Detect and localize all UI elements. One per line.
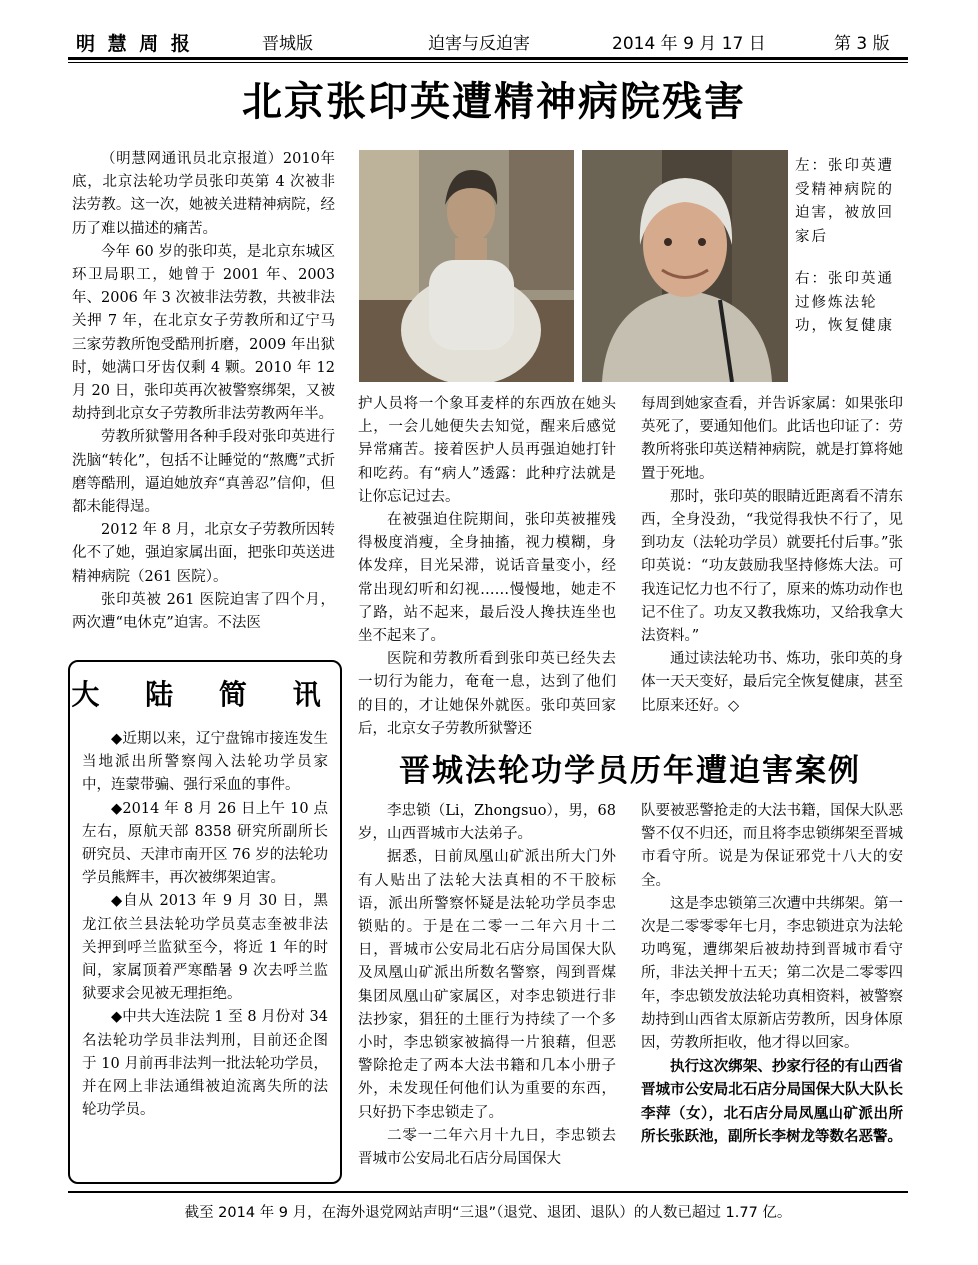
mainland-news-list xyxy=(82,728,328,1122)
article2-paragraph: 李忠锁（Li，Zhongsuo），男，68 岁，山西晋城市大法弟子。 xyxy=(358,803,616,843)
edition-label: 晋城版 xyxy=(262,34,313,54)
photo-left-drawing xyxy=(359,150,574,382)
news-item: ◆中共大连法院 1 至 8 月份对 34 名法轮功学员非法判刑，目前还企图于 10 月前再非法判一批法轮功学员，并在网上非法通缉被迫流离失所的法轮功学员。 xyxy=(82,1009,328,1119)
article1-title: 北京张印英遭精神病院残害 xyxy=(242,78,746,125)
article1-paragraph: 护人员将一个象耳麦样的东西放在她头上，一会儿她便失去知觉，醒来后感觉异常痛苦。接着医护人员再强迫她打针和吃药。有“病人”透露：此种疗法就是让你忘记过去。 xyxy=(358,396,616,505)
article2-paragraph: 这是李忠锁第三次遭中共绑架。第一次是二零零零年七月，李忠锁进京为法轮功鸣冤，遭绑架后被劫持到晋城市看守所，非法关押十五天；第二次是二零零四年，李忠锁发放法轮功真相资料，被警察劫持到山西省太原新店劳教所，因身体原因，劳教所拒收，他才得以回家。 xyxy=(641,895,903,1052)
article1-paragraph: 张印英被 261 医院迫害了四个月，两次遭“电休克”迫害。不法医 xyxy=(72,591,335,632)
footer-rule xyxy=(68,1191,908,1193)
news-item: ◆近期以来，辽宁盘锦市接连发生当地派出所警察闯入法轮功学员家中，连蒙带骗、强行采血的事件。 xyxy=(82,731,328,794)
issue-date: 2014 年 9 月 17 日 xyxy=(612,34,766,54)
article1-paragraph: 通过读法轮功书、炼功，张印英的身体一天天变好，最后完全恢复健康，甚至比原来还好。◇ xyxy=(641,651,903,714)
article2-paragraph: 据悉，日前凤凰山矿派出所大门外有人贴出了法轮大法真相的不干胶标语，派出所警察怀疑是法轮功学员李忠锁贴的。于是在二零一二年六月十二日，晋城市公安局北石店分局国保大队及凤凰山矿派出所数名警察，闯到晋煤集团凤凰山矿家属区，对李忠锁进行非法抄家，猖狂的土匪行为持续了一个多小时，李忠锁家被搞得一片狼藉，但恶警除抢走了两本大法书籍和几本小册子外，未发现任何他们认为重要的东西，只好扔下李忠锁走了。 xyxy=(358,849,616,1121)
article2-title: 晋城法轮功学员历年遭迫害案例 xyxy=(399,753,861,789)
mainland-news-title: 大 陆 简 讯 xyxy=(71,678,339,711)
article1-paragraph: 劳教所狱警用各种手段对张印英进行洗脑“转化”，包括不让睡觉的“熬鹰”式折磨等酷刑，逼迫她放弃“真善忍”信仰，但都未能得逞。 xyxy=(72,429,335,516)
photo-left-sick xyxy=(359,150,574,382)
mainland-news-box xyxy=(68,660,342,1184)
photo-right-drawing xyxy=(582,150,788,382)
paper-name: 明 慧 周 报 xyxy=(76,33,193,55)
article1-column-3 xyxy=(641,393,903,718)
article1-paragraph: （明慧网通讯员北京报道）2010年底，北京法轮功学员张印英第 4 次被非法劳教。这一次，她被关进精神病院，经历了难以描述的痛苦。 xyxy=(72,151,335,237)
footer-notice: 截至 2014 年 9 月，在海外退党网站声明“三退”（退党、退团、退队）的人数已超过 1.77 亿。 xyxy=(184,1205,792,1221)
news-item: ◆自从 2013 年 9 月 30 日，黑龙江依兰县法轮功学员莫志奎被非法关押到呼兰监狱至今，将近 1 年的时间，家属顶着严寒酷暑 9 次去呼兰监狱要求会见被无理拒绝。 xyxy=(82,893,328,1003)
news-item: ◆2014 年 8 月 26 日上午 10 点左右，原航天部 8358 研究所副所长研究员、天津市南开区 76 岁的法轮功学员熊辉丰，再次被绑架迫害。 xyxy=(82,800,328,887)
article1-paragraph: 医院和劳教所看到张印英已经失去一切行为能力，奄奄一息，达到了他们的目的，才让她保外就医。张印英回家后，北京女子劳教所狱警还 xyxy=(358,651,616,737)
article1-paragraph: 那时，张印英的眼睛近距离看不清东西，全身没劲，“我觉得我快不行了，见到功友（法轮功学员）就要托付后事。”张印英说：“功友鼓励我坚持修炼大法。可我连记忆力也不行了，原来的炼功动作也记不住了。功友又教我炼功，又给我拿大法资料。” xyxy=(641,488,903,645)
article2-column-1 xyxy=(358,800,616,1171)
article2-paragraph: 队要被恶警抢走的大法书籍，国保大队恶警不仅不归还，而且将李忠锁绑架至晋城市看守所。说是为保证邪党十八大的安全。 xyxy=(641,803,903,889)
article1-column-1 xyxy=(72,148,335,635)
header-rule-thick xyxy=(68,57,908,60)
photo-right-healthy xyxy=(582,150,788,382)
page-number: 第 3 版 xyxy=(834,34,890,54)
photo-caption-left: 左：张印英遭受精神病院的迫害，被放回家后 xyxy=(795,158,894,245)
article1-paragraph: 在被强迫住院期间，张印英被摧残得极度消瘦，全身抽搐，视力模糊，身体发痒，目光呆滞，说话音量变小，经常出现幻听和幻视……慢慢地，她走不了路，站不起来，最后没人搀扶连坐也坐不起来了。 xyxy=(358,512,616,645)
header-rule-thin xyxy=(68,62,908,63)
article2-paragraph: 二零一二年六月十九日，李忠锁去晋城市公安局北石店分局国保大 xyxy=(358,1127,616,1168)
article1-paragraph: 2012 年 8 月，北京女子劳教所因转化不了她，强迫家属出面，把张印英送进精神病院（261 医院）。 xyxy=(72,522,335,585)
article1-column-2 xyxy=(358,393,616,741)
article2-paragraph-bold: 执行这次绑架、抄家行径的有山西省晋城市公安局北石店分局国保大队大队长李萍（女），北石店分局凤凰山矿派出所所长张跃池，副所长李树龙等数名恶警。 xyxy=(641,1058,903,1145)
section-label: 迫害与反迫害 xyxy=(428,34,530,54)
photo-caption-right: 右：张印英通过修炼法轮功，恢复健康 xyxy=(795,271,894,334)
article2-column-2 xyxy=(641,800,903,1148)
article1-paragraph: 今年 60 岁的张印英，是北京东城区环卫局职工，她曾于 2001 年、2003 年、2006 年 3 次被非法劳教，共被非法关押 7 年，在北京女子劳教所和辽宁马三家劳教所饱受酷刑折磨，2009 年出狱时，她满口牙齿仅剩 4 颗。2010 年 12 月 20 日，张印英再次被警察绑架，又被劫持到北京女子劳教所非法劳教两年半。 xyxy=(72,243,335,423)
article1-paragraph: 每周到她家查看，并告诉家属：如果张印英死了，要通知他们。此话也印证了：劳教所将张印英送精神病院，就是打算将她置于死地。 xyxy=(641,396,903,482)
